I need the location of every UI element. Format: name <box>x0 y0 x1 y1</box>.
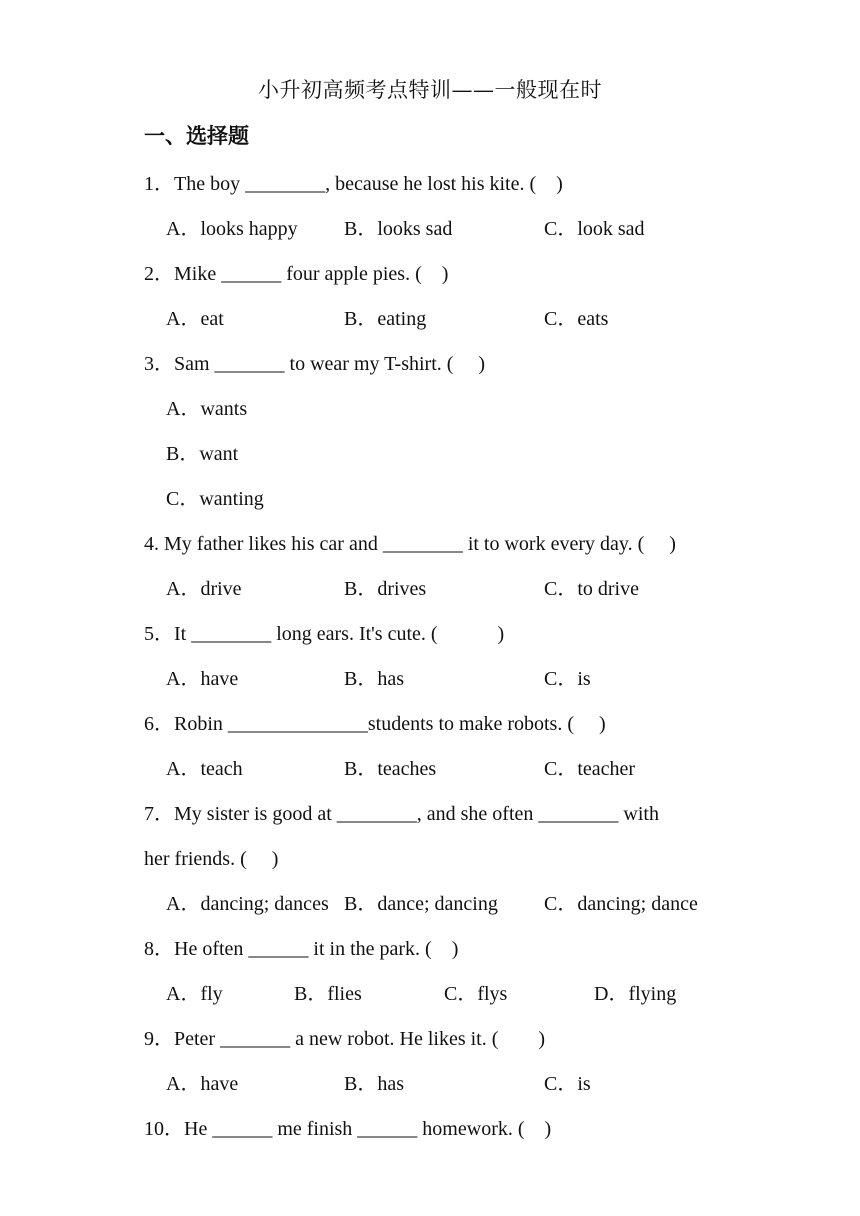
option-1b: B．looks sad <box>344 218 453 240</box>
option-9c: C．is <box>544 1073 591 1095</box>
question-9: 9．Peter _______ a new robot. He likes it. ( ) <box>144 1028 546 1050</box>
question-10: 10．He ______ me finish ______ homework. ( ) <box>144 1118 552 1140</box>
option-8a: A．fly <box>166 983 223 1005</box>
option-5a: A．have <box>166 668 239 690</box>
question-5: 5．It ________ long ears. It's cute. ( ) <box>144 623 505 645</box>
option-1c: C．look sad <box>544 218 645 240</box>
page-title: 小升初高频考点特训——一般现在时 <box>258 78 602 102</box>
option-5c: C．is <box>544 668 591 690</box>
option-2b: B．eating <box>344 308 427 330</box>
option-9a: A．have <box>166 1073 239 1095</box>
option-7a: A．dancing; dances <box>166 893 329 915</box>
option-4b: B．drives <box>344 578 427 600</box>
option-1a: A．looks happy <box>166 218 298 240</box>
option-6b: B．teaches <box>344 758 437 780</box>
option-7b: B．dance; dancing <box>344 893 498 915</box>
option-8d: D．flying <box>594 983 677 1005</box>
option-3b: B．want <box>166 443 239 465</box>
question-6: 6．Robin ______________students to make robots. ( ) <box>144 713 606 735</box>
option-4c: C．to drive <box>544 578 639 600</box>
option-6c: C．teacher <box>544 758 636 780</box>
option-6a: A．teach <box>166 758 243 780</box>
section-heading: 一、选择题 <box>144 124 249 148</box>
option-2c: C．eats <box>544 308 609 330</box>
option-3a: A．wants <box>166 398 248 420</box>
option-8b: B．flies <box>294 983 362 1005</box>
question-3: 3．Sam _______ to wear my T-shirt. ( ) <box>144 353 486 375</box>
option-2a: A．eat <box>166 308 224 330</box>
option-9b: B．has <box>344 1073 404 1095</box>
question-2: 2．Mike ______ four apple pies. ( ) <box>144 263 449 285</box>
option-4a: A．drive <box>166 578 242 600</box>
option-3c: C．wanting <box>166 488 264 510</box>
question-7-continued: her friends. ( ) <box>144 848 279 870</box>
option-7c: C．dancing; dance <box>544 893 698 915</box>
question-4: 4. My father likes his car and ________ it to work every day. ( ) <box>144 533 676 555</box>
question-7: 7．My sister is good at ________, and she often ________ with <box>144 803 659 825</box>
question-1: 1．The boy ________, because he lost his kite. ( ) <box>144 173 563 195</box>
option-5b: B．has <box>344 668 404 690</box>
option-8c: C．flys <box>444 983 508 1005</box>
question-8: 8．He often ______ it in the park. ( ) <box>144 938 459 960</box>
